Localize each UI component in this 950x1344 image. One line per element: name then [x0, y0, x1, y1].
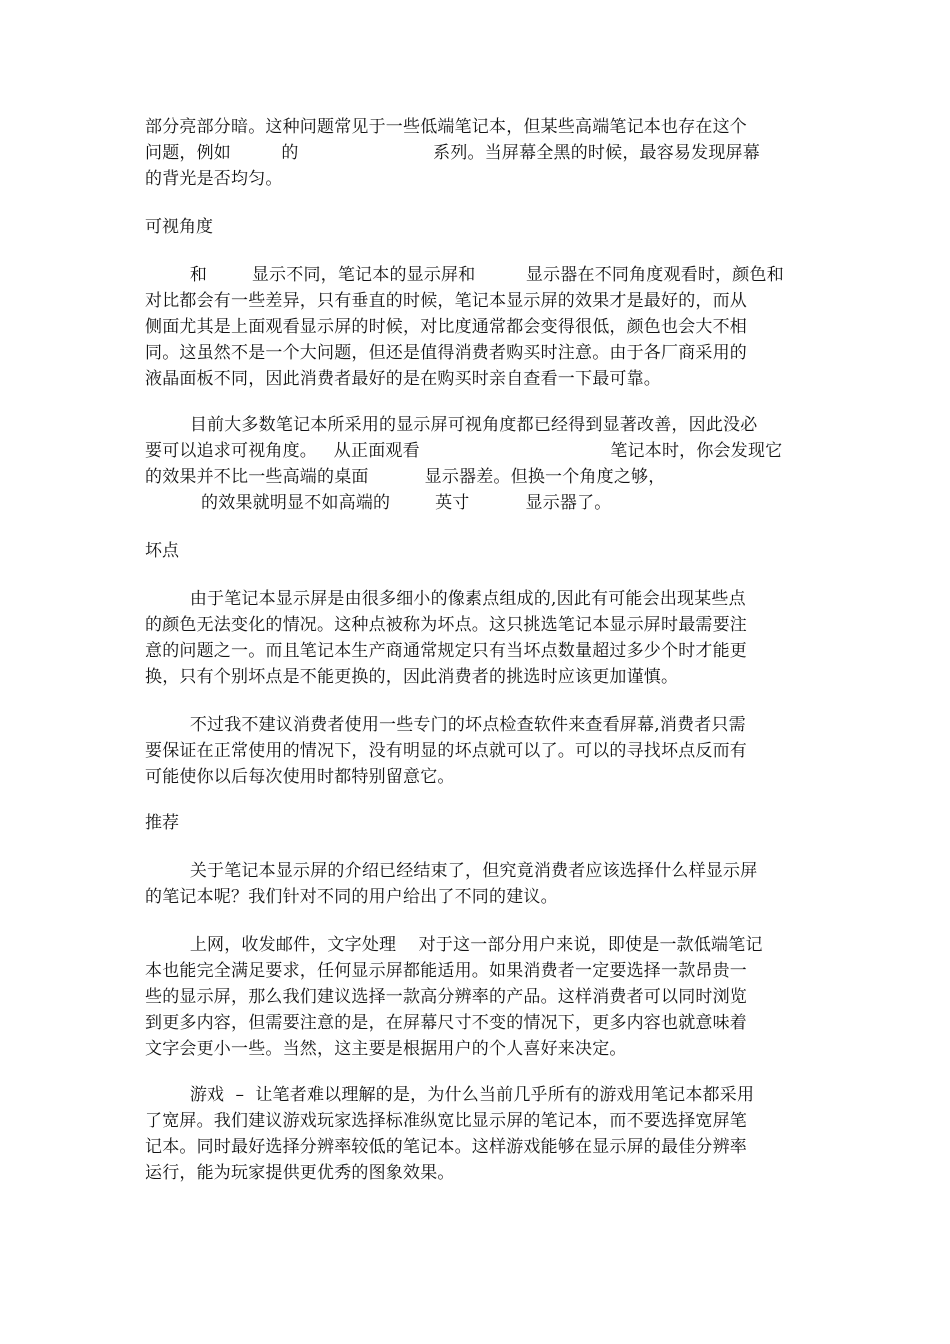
text-line: 换，只有个别坏点是不能更换的，因此消费者的挑选时应该更加谨慎。: [145, 667, 679, 687]
text-line: 意的问题之一。而且笔记本生产商通常规定只有当坏点数量超过多少个时才能更: [145, 641, 747, 661]
text-line: 对比都会有一些差异，只有垂直的时候，笔记本显示屏的效果才是最好的，而从: [145, 291, 747, 311]
text-line: 关于笔记本显示屏的介绍已经结束了，但究竟消费者应该选择什么样显示屏: [145, 861, 758, 881]
section-heading-recommend: 推荐: [145, 813, 179, 833]
text-line: 目前大多数笔记本所采用的显示屏可视角度都已经得到显著改善，因此没必: [145, 415, 758, 435]
text-line: 记本。同时最好选择分辨率较低的笔记本。这样游戏能够在显示屏的最佳分辨率: [145, 1137, 747, 1157]
text-line: 到更多内容，但需要注意的是，在屏幕尺寸不变的情况下，更多内容也就意味着: [145, 1013, 747, 1033]
text-line: 的背光是否均匀。: [145, 169, 283, 189]
text-line: 侧面尤其是上面观看显示屏的时候，对比度通常都会变得很低，颜色也会大不相: [145, 317, 747, 337]
text-line: 同。这虽然不是一个大问题，但还是值得消费者购买时注意。由于各厂商采用的: [145, 343, 747, 363]
text-line: 液晶面板不同，因此消费者最好的是在购买时亲自查看一下最可靠。: [145, 369, 661, 389]
text-line: 了宽屏。我们建议游戏玩家选择标准纵宽比显示屏的笔记本，而不要选择宽屏笔: [145, 1111, 747, 1131]
text-line: 游戏 – 让笔者难以理解的是，为什么当前几乎所有的游戏用笔记本都采用: [145, 1085, 755, 1105]
text-line: 运行，能为玩家提供更优秀的图象效果。: [145, 1163, 455, 1183]
text-line: 和 显示不同，笔记本的显示屏和 显示器在不同角度观看时，颜色和: [145, 265, 784, 285]
text-line: 文字会更小一些。当然，这主要是根据用户的个人喜好来决定。: [145, 1039, 627, 1059]
text-line: 要保证在正常使用的情况下，没有明显的坏点就可以了。可以的寻找坏点反而有: [145, 741, 747, 761]
text-line: 些的显示屏，那么我们建议选择一款高分辨率的产品。这样消费者可以同时浏览: [145, 987, 747, 1007]
text-line: 的颜色无法变化的情况。这种点被称为坏点。这只挑选笔记本显示屏时最需要注: [145, 615, 747, 635]
text-line: 由于笔记本显示屏是由很多细小的像素点组成的,因此有可能会出现某些点: [145, 589, 746, 609]
section-heading-dead-pixels: 坏点: [145, 541, 179, 561]
text-line: 上网，收发邮件，文字处理 对于这一部分用户来说，即使是一款低端笔记: [145, 935, 763, 955]
text-line: 问题，例如 的 系列。当屏幕全黑的时候，最容易发现屏幕: [145, 143, 760, 163]
text-line: 的笔记本呢？我们针对不同的用户给出了不同的建议。: [145, 887, 558, 907]
text-line: 的效果并不比一些高端的桌面 显示器差。但换一个角度之够，: [145, 467, 666, 487]
text-line: 部分亮部分暗。这种问题常见于一些低端笔记本，但某些高端笔记本也存在这个: [145, 117, 747, 137]
section-heading-viewing-angle: 可视角度: [145, 217, 213, 237]
text-line: 要可以追求可视角度。 从正面观看 笔记本时，你会发现它: [145, 441, 783, 461]
text-line: 的效果就明显不如高端的 英寸 显示器了。: [145, 493, 612, 513]
text-line: 不过我不建议消费者使用一些专门的坏点检查软件来查看屏幕,消费者只需: [145, 715, 746, 735]
text-line: 本也能完全满足要求，任何显示屏都能适用。如果消费者一定要选择一款昂贵一: [145, 961, 747, 981]
text-line: 可能使你以后每次使用时都特别留意它。: [145, 767, 455, 787]
